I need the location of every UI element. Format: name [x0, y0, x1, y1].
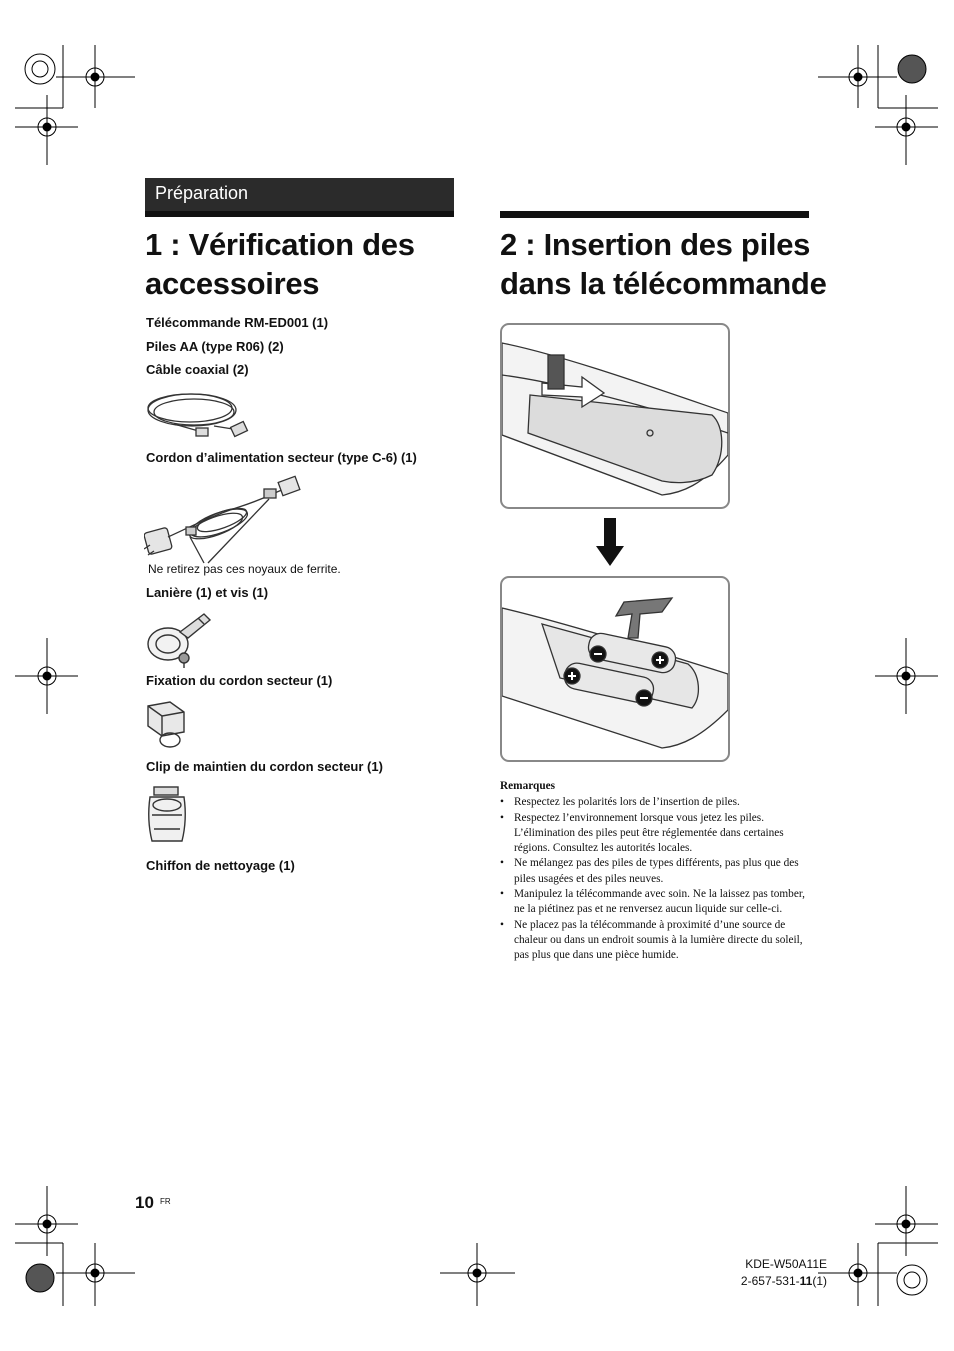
accessory-cleaning-cloth: Chiffon de nettoyage (1)	[146, 858, 295, 873]
accessory-coax-cable: Câble coaxial (2)	[146, 362, 249, 377]
cord-clip-illustration	[144, 785, 190, 847]
right-title-rule	[500, 211, 809, 218]
section-label: Préparation	[155, 183, 249, 203]
battery-insert-illustration	[502, 578, 728, 760]
section-rule	[145, 211, 454, 217]
down-arrow-icon	[596, 518, 624, 566]
page-language: FR	[160, 1197, 171, 1206]
remark-item: • Ne placez pas la télécommande à proximité d’une source de chaleur ou dans un endroit soumis à la lumière directe du soleil, pas plus que dans une pièce humide.	[500, 918, 812, 964]
remarks-list	[500, 795, 812, 963]
accessory-power-cord: Cordon d’alimentation secteur (type C-6) (1)	[146, 450, 417, 465]
ferrite-note: Ne retirez pas ces noyaux de ferrite.	[148, 562, 341, 576]
remark-item: • Manipulez la télécommande avec soin. Ne la laissez pas tomber, ne la piétinez pas et ne renversez aucun liquide sur celle-ci.	[500, 887, 812, 918]
accessory-cord-clip: Clip de maintien du cordon secteur (1)	[146, 759, 383, 774]
accessory-strap-screw: Lanière (1) et vis (1)	[146, 585, 269, 600]
section-header	[145, 178, 454, 211]
right-title-line1: 2 : Insertion des piles	[500, 227, 811, 262]
remote-cover-illustration	[502, 325, 728, 507]
remote-cover-figure	[500, 323, 730, 509]
remark-item: • Ne mélangez pas des piles de types différents, pas plus que des piles usagées et des piles neuves.	[500, 856, 812, 887]
model-number: KDE-W50A11E	[745, 1257, 827, 1271]
part-number	[741, 1273, 827, 1290]
remarks-block	[500, 779, 812, 964]
coax-cable-illustration	[144, 386, 250, 448]
accessory-cord-fixing: Fixation du cordon secteur (1)	[146, 673, 333, 688]
left-title	[145, 225, 415, 303]
accessory-remote: Télécommande RM-ED001 (1)	[146, 315, 329, 330]
right-title	[500, 225, 827, 303]
part-number-prefix: 2-657-531-	[740, 1274, 800, 1288]
part-number-bold: 11	[799, 1274, 813, 1288]
page-number: 10	[135, 1193, 154, 1212]
remark-item: • Respectez les polarités lors de l’insertion de piles.	[500, 795, 812, 810]
remark-item: • Respectez l’environnement lorsque vous jetez les piles. L’élimination des piles peut être réglementée dans certaines régions. Consultez les autorités locales.	[500, 811, 812, 857]
battery-insert-figure	[500, 576, 730, 762]
left-title-line2: accessoires	[145, 266, 320, 301]
power-cord-illustration	[144, 475, 304, 567]
left-title-line1: 1 : Vérification des	[145, 227, 415, 262]
part-number-suffix: (1)	[812, 1274, 827, 1288]
model-code	[741, 1256, 827, 1290]
cord-fixing-illustration	[144, 698, 190, 750]
strap-illustration	[144, 608, 214, 668]
right-title-line2: dans la télécommande	[500, 266, 827, 301]
remarks-title: Remarques	[500, 780, 556, 792]
accessory-batteries: Piles AA (type R06) (2)	[146, 339, 284, 354]
